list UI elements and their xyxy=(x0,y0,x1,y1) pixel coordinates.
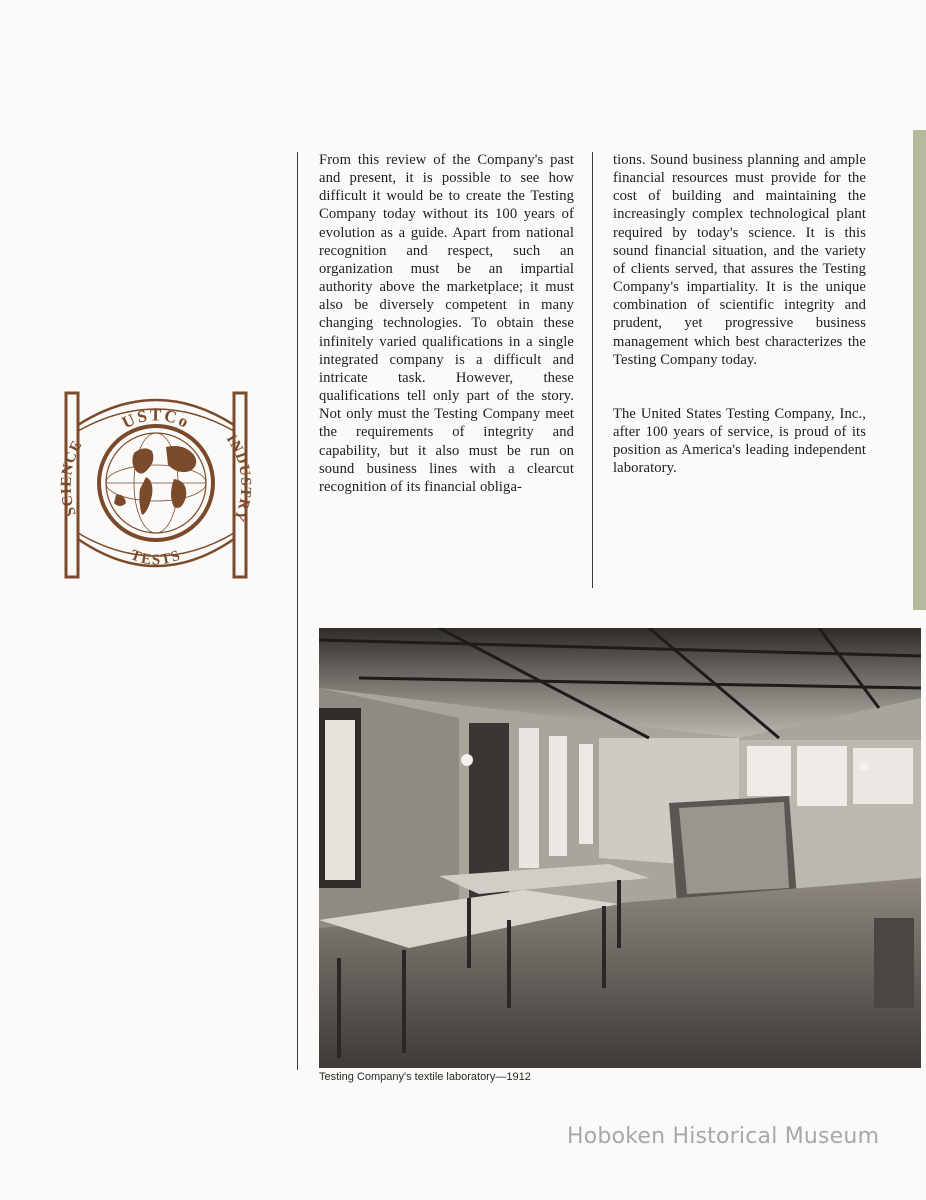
column-left-paragraph: From this review of the Company's past and present, it is possible to see how difficult it would be to create the Testing Company today without its 100 years of evolution as a guide. Apart from national recognition and respect, such an organization must be an impartial authority above the marketplace; it must also be diversely competent in many changing technologies. To obtain these infinitely varied qualifications in a single integrated company is a difficult and intricate task. However, these qualifications tell only part of the story. Not only must the Testing Company meet the requirements of integrity and capability, but it also must be run on sound business lines with a clearcut recognition of its financial obliga- xyxy=(319,152,574,495)
watermark-text: Hoboken Historical Museum xyxy=(567,1124,880,1149)
page-edge-strip xyxy=(913,130,926,610)
column-right-paragraph-1: tions. Sound business planning and ample financial resources must provide for the cost of building and maintaining the increasingly complex technological plant required by today's science. It is this sound financial situation, and the variety of clients served, that assures the Testing Company's impartiality. It is the unique combination of scientific integrity and prudent, yet progressive business management which best characterizes the Testing Company today. xyxy=(613,152,866,368)
textile-laboratory-photo xyxy=(319,628,921,1068)
svg-text:SCIENCE: SCIENCE xyxy=(58,437,86,518)
body-text-column-left xyxy=(319,151,574,496)
svg-text:TESTS: TESTS xyxy=(128,547,184,569)
company-seal-logo xyxy=(56,385,256,585)
vertical-rule-left xyxy=(297,152,298,1070)
svg-text:USTCo: USTCo xyxy=(119,405,194,433)
svg-text:INDUSTRY: INDUSTRY xyxy=(222,431,254,525)
column-right-paragraph-2: The United States Testing Company, Inc., after 100 years of service, is proud of its position as America's leading independent laboratory. xyxy=(613,405,866,477)
body-text-column-right xyxy=(613,151,866,478)
laboratory-photo-image xyxy=(319,628,921,1068)
vertical-rule-middle xyxy=(592,152,593,588)
photo-caption: Testing Company's textile laboratory—1912 xyxy=(319,1071,531,1083)
